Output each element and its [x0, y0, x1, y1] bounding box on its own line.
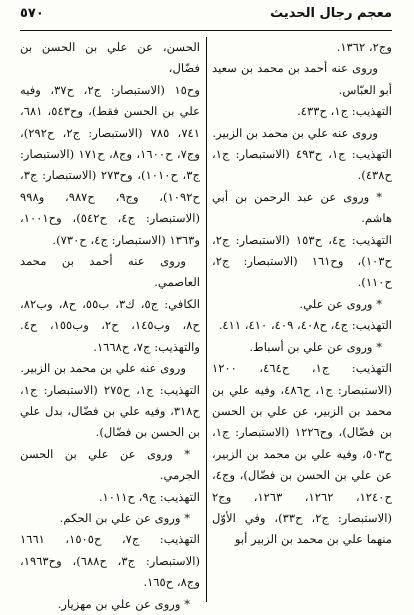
paragraph: التهذيب: ج٧، ح١٥٠٥، ١٦٦١ (الاستبصار: ج٣، ح٦٨٨)، وح١٩٦٣، وج٨، ح١٦٥.: [20, 532, 200, 590]
paragraph: وروى عنه أحمد بن محمد بن سعيد أبو العبّاس.: [212, 61, 392, 97]
column-divider: [206, 37, 207, 602]
paragraph: * وروى عن علي بن الحسن الجرمي.: [20, 446, 200, 483]
paragraph: * وروى عن عبد الرحمن بن أبي هاشم.: [212, 189, 392, 226]
paragraph: وروى عنه أحمد بن محمد العاصمي.: [20, 254, 200, 290]
text-columns: [20, 37, 393, 611]
header-rule: [20, 30, 392, 31]
paragraph: * وروى عن علي بن الحكم.: [59, 510, 190, 525]
paragraph: التهذيب: ج١، ح٤٩٣ (الاستبصار: ج١، ح٤٣٨).: [212, 147, 392, 183]
paragraph: * وروى عن علي بن أسباط.: [249, 339, 382, 354]
paragraph: التهذيب: ج٤، ح١٥٣ (الاستبصار: ج٢، ح١٠٣)، وح١٦١ (الاستبصار: ج٢، ح١١٠).: [212, 232, 392, 290]
paragraph: التهذيب: ج١، ح٤٣٣.: [297, 104, 392, 119]
paragraph: التهذيب: ج١، ح٢٧٥ (الاستبصار: ج١، ح٣١٨، وفيه علي بن فضّال، بدل علي بن الحسن بن فضّال).: [20, 382, 200, 440]
paragraph: التهذيب: ج١، ح٤٦٤، ١٢٠٠ (الاستبصار: ج١، ح٤٨٦، وفيه علي بن محمد بن الزبير، عن علي بن الحسن بن فضّال)، وح١٢٢٦ (الاستبصار: ج١، ح٥٠٣، وفيه علي بن محمد بن الزبير، عن علي بن الحسن بن فضّال)، وج٤، ح١٢٤٠، ١٢٦٢، ١٢٦٣، وج٢ (الاستبصار: ج٢، ح٣٣)، وفي الأوّل منهما علي بن محمد بن الزبير أبو: [212, 361, 393, 547]
paragraph: الحسن، عن علي بن الحسن بن فضّال،: [20, 40, 200, 76]
left-column: [20, 37, 201, 611]
paragraph: التهذيب: ج٩، ح١٠١١.: [98, 489, 200, 504]
running-title: معجم رجال الحديث: [270, 6, 392, 21]
paragraph: وج٢، ١٣٦٢.: [336, 40, 392, 54]
page-number: ٥٧٠: [20, 6, 44, 21]
paragraph: وح١٥ (الاستبصار: ج٢، ح٣٧، وفيه علي بن الحسن فقط)، وح٥٤٣، ٦٨١، ٧٤١، ٧٨٥ (الاستبصار: ج٢، ح٢٩٢)، وج٧، ح١٦٠٠، وج٨، ح١٧١ (الاستبصار: ج٣، ح١٠١٠)، وح٢٧٣ (الاستبصار: ج٣، ح١٠٩٢)، وج٩، ح٩٨٧، و٩٩٨ (الاستبصار: ج٤، ح٥٤٢)، وح١٠٠١، و١٣٦٣ (الاستبصار: ج٤، ح٧٣٠).: [20, 82, 200, 247]
paragraph: التهذيب: ج٤، ح٤٠٨، ٤٠٩، ٤١٠، ٤١١.: [218, 318, 392, 333]
paragraph: وروى عنه علي بن محمد بن الزبير.: [212, 125, 378, 140]
right-column: [212, 37, 392, 602]
paragraph: * وروى عن علي.: [299, 296, 382, 311]
paragraph: * وروى عن علي بن مهزيار.: [57, 596, 190, 611]
paragraph: الكافي: ج٥، ك٣، ب٥٥، ح٨، وب٨٢، ح٨، وب١٤٥، ح٢، وب١٥٥، ح٤. والتهذيب: ج٧، ح١٦٦٨.: [20, 296, 201, 354]
paragraph: وروى عنه علي بن محمد بن الزبير.: [20, 361, 186, 376]
page-header: [20, 6, 392, 28]
